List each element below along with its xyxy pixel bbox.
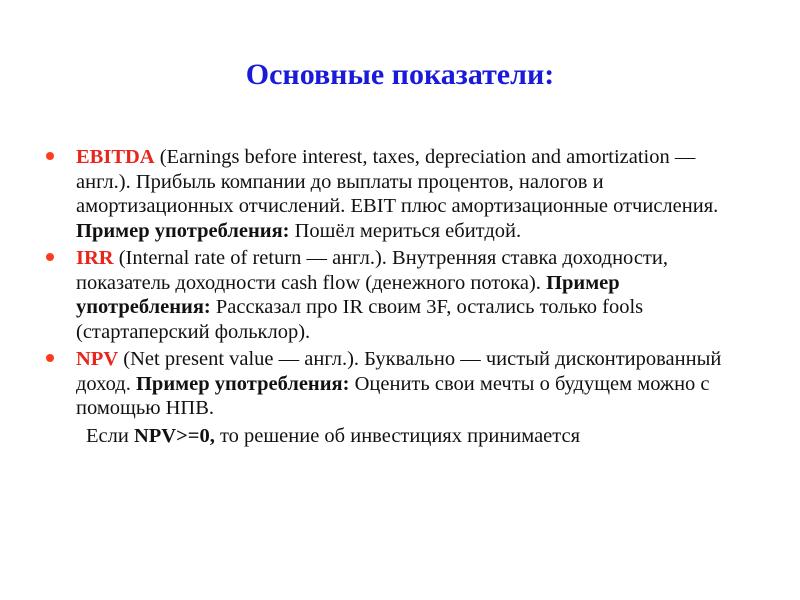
example-text: Рассказал про IR своим 3F, остались только fools (стартаперский фольклор). — [76, 296, 644, 343]
definition-text: (Earnings before interest, taxes, depreciation and amortization — англ.). Прибыль компании до выплаты процентов, налогов и амортизационных отчислений. EBIT плюс амортизационные отчисления. — [76, 146, 719, 217]
rule-prefix: Если — [86, 424, 134, 447]
term-ebitda: EBITDA — [76, 146, 155, 168]
example-label: Пример употребления: — [76, 271, 620, 318]
term-npv: NPV — [76, 348, 119, 370]
example-label: Пример употребления: — [76, 219, 290, 242]
example-text: Оценить свои мечты о будущем можно с помощью НПВ. — [76, 372, 710, 419]
example-text: Пошёл мериться ебитдой. — [289, 219, 522, 242]
bullet-dot-icon — [46, 354, 54, 362]
definition-text: (Net present value — англ.). Буквально — чистый дисконтированный доход. — [76, 348, 722, 395]
npv-decision-rule — [46, 424, 746, 449]
bullet-dot-icon — [46, 253, 54, 261]
rule-suffix: то решение об инвестициях принимается — [214, 424, 581, 447]
bullet-item-ebitda — [46, 145, 746, 243]
slide-title: Основные показатели: — [245, 58, 555, 91]
term-irr: IRR — [76, 247, 114, 269]
example-label: Пример употребления: — [135, 372, 350, 395]
bullet-dot-icon — [46, 152, 54, 160]
rule-condition: NPV>=0, — [133, 424, 215, 447]
bullet-item-npv — [46, 347, 746, 421]
bullet-list — [46, 145, 746, 448]
bullet-item-irr — [46, 246, 746, 344]
definition-text: (Internal rate of return — англ.). Внутренняя ставка доходности, показатель доходности cash flow (денежного потока). — [76, 247, 668, 294]
